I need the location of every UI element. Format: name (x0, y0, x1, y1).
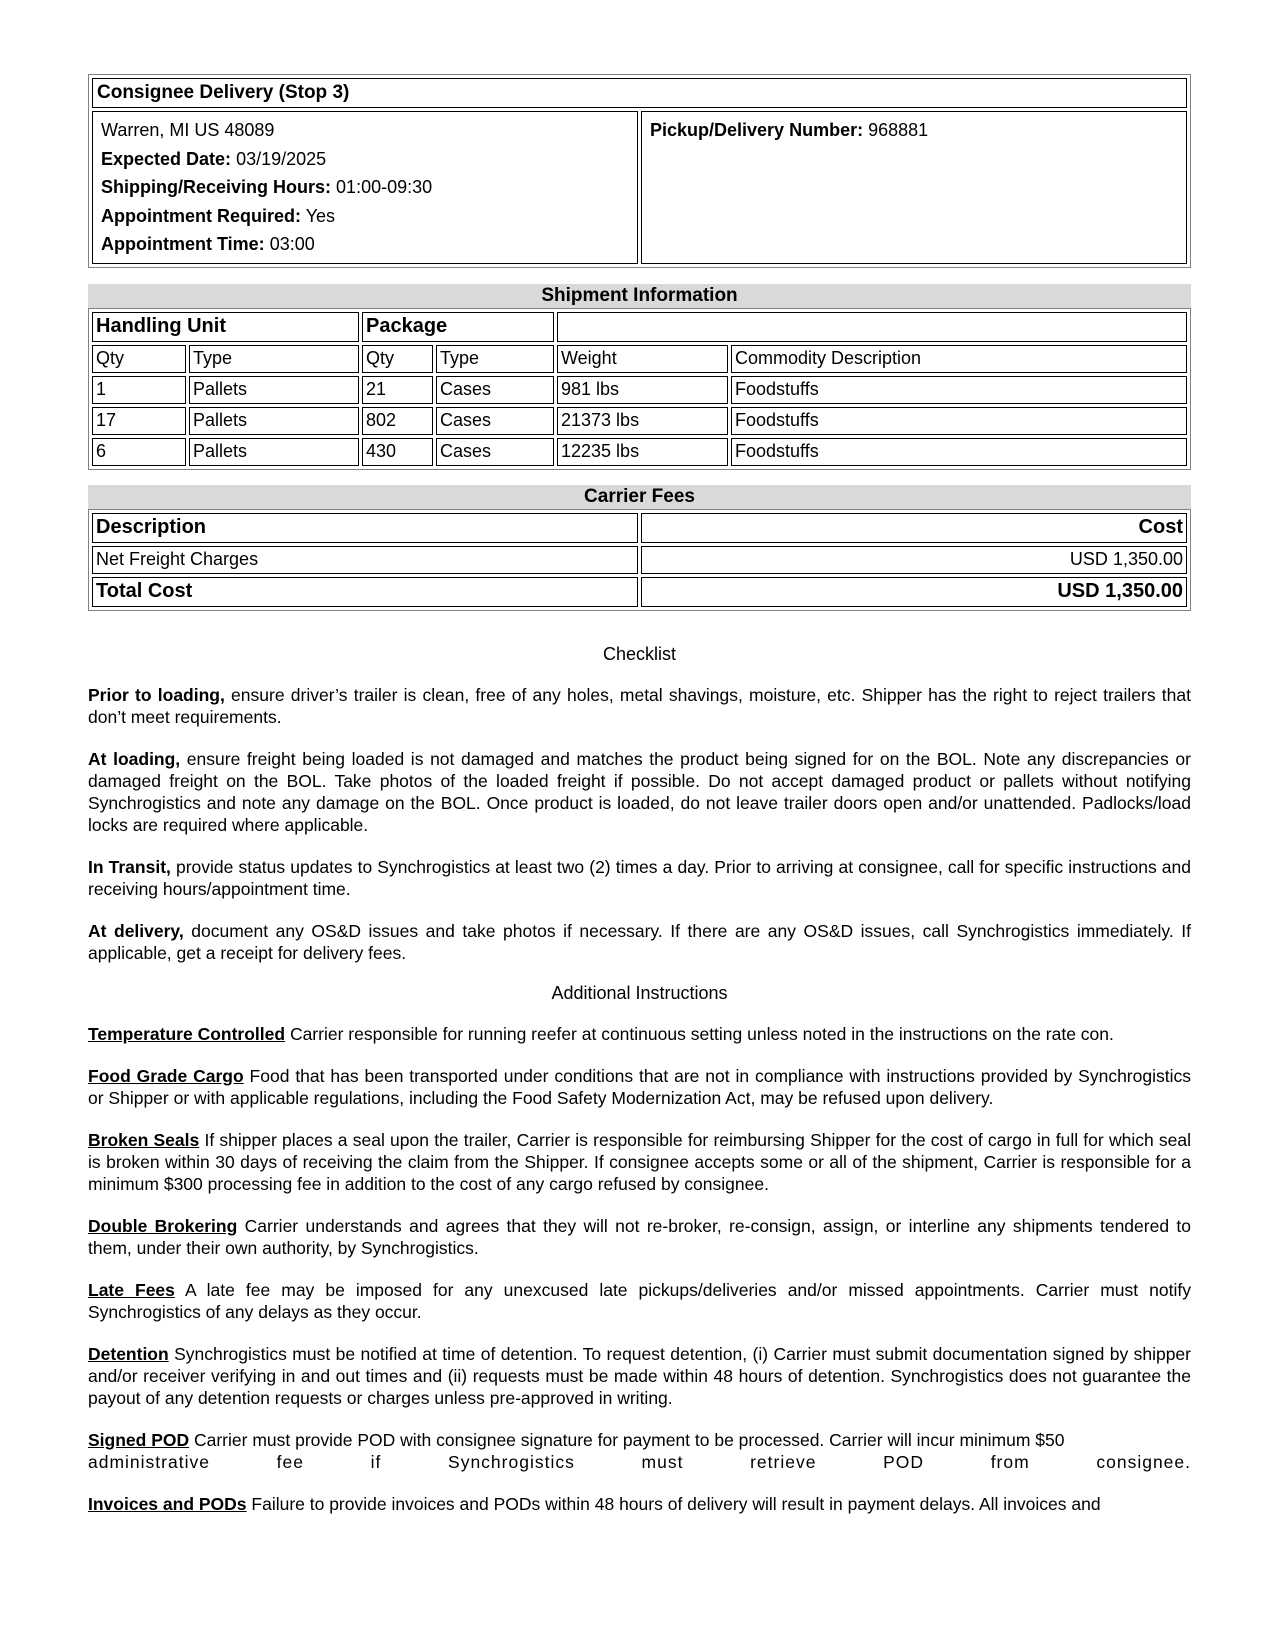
checklist-item: At loading, ensure freight being loaded is not damaged and matches the product being signed for on the BOL. Note any discrepancies or damaged freight on the BOL. Take photos of the loaded freight if possible. Do not accept damaged product or pallets without notifying Synchrogistics and note any damage on the BOL. Once product is loaded, do not leave trailer doors open and/or unattended. Padlocks/load locks are required where applicable. (88, 748, 1191, 835)
instruction-item-continued: administrative fee if Synchrogistics must retrieve POD from consignee. (88, 1451, 1191, 1472)
table-cell: 6 (92, 438, 186, 466)
instruction-item: Invoices and PODs Failure to provide invoices and PODs within 48 hours of delivery will result in payment delays. All invoices and (88, 1493, 1101, 1514)
shipment-title: Shipment Information (88, 284, 1191, 308)
fees-table (88, 509, 1191, 611)
column-header: Weight (557, 345, 728, 373)
instruction-item: Detention Synchrogistics must be notified at time of detention. To request detention, (i) Carrier must submit documentation signed by shipper and/or receiver verifying in and out times and (ii) requests must be made within 48 hours of detention. Synchrogistics does not guarantee the payout of any detention requests or charges unless pre-approved in writing. (88, 1343, 1191, 1408)
total-cost-value: USD 1,350.00 (641, 577, 1187, 607)
shipment-table (88, 308, 1191, 470)
table-cell: 17 (92, 407, 186, 435)
instruction-item: Late Fees A late fee may be imposed for any unexcused late pickups/deliveries and/or missed appointments. Carrier must notify Synchrogistics of any delays as they occur. (88, 1279, 1191, 1322)
table-cell: Pallets (189, 376, 359, 404)
pickup-number: Pickup/Delivery Number: 968881 (650, 120, 929, 140)
checklist-title: Checklist (602, 643, 677, 664)
package-header: Package (362, 312, 554, 342)
table-cell: Pallets (189, 407, 359, 435)
fee-description: Net Freight Charges (92, 546, 638, 574)
table-cell: 430 (362, 438, 433, 466)
table-cell: Foodstuffs (731, 376, 1187, 404)
column-header: Type (436, 345, 554, 373)
table-cell: Foodstuffs (731, 407, 1187, 435)
fee-cost: USD 1,350.00 (641, 546, 1187, 574)
checklist-item: Prior to loading, ensure driver’s trailer is clean, free of any holes, metal shavings, moisture, etc. Shipper has the right to reject trailers that don’t meet requirements. (88, 684, 1191, 727)
appointment-required: Appointment Required: Yes (101, 205, 336, 226)
stop-details (92, 111, 638, 264)
table-row (92, 376, 1187, 404)
checklist-item: In Transit, provide status updates to Synchrogistics at least two (2) times a day. Prior to arriving at consignee, call for specific instructions and receiving hours/appointment time. (88, 856, 1191, 899)
fees-title: Carrier Fees (88, 485, 1191, 509)
stop-title: Consignee Delivery (Stop 3) (92, 78, 1187, 108)
shipment-column-headers (92, 345, 1187, 373)
table-cell: Cases (436, 376, 554, 404)
column-header: Qty (92, 345, 186, 373)
additional-instructions-title: Additional Instructions (551, 982, 728, 1003)
table-cell: Foodstuffs (731, 438, 1187, 466)
total-cost-label: Total Cost (92, 577, 638, 607)
table-cell: 802 (362, 407, 433, 435)
column-header: Qty (362, 345, 433, 373)
instruction-item: Temperature Controlled Carrier responsible for running reefer at continuous setting unless noted in the instructions on the rate con. (88, 1023, 1114, 1044)
stop-address: Warren, MI US 48089 (101, 120, 275, 140)
table-row (92, 407, 1187, 435)
table-row (92, 546, 1187, 574)
table-cell: 12235 lbs (557, 438, 728, 466)
handling-unit-header: Handling Unit (92, 312, 359, 342)
shipment-blank-header (557, 312, 1187, 342)
column-header: Commodity Description (731, 345, 1187, 373)
checklist-item: At delivery, document any OS&D issues and take photos if necessary. If there are any OS&D issues, call Synchrogistics immediately. If applicable, get a receipt for delivery fees. (88, 920, 1192, 963)
table-cell: Cases (436, 407, 554, 435)
expected-date: Expected Date: 03/19/2025 (101, 148, 327, 169)
stop-table (88, 74, 1191, 268)
shipping-hours: Shipping/Receiving Hours: 01:00-09:30 (101, 177, 433, 197)
table-cell: 981 lbs (557, 376, 728, 404)
instruction-item: Double Brokering Carrier understands and agrees that they will not re-broker, re-consign, assign, or interline any shipments tendered to them, under their own authority, by Synchrogistics. (88, 1215, 1191, 1258)
table-cell: 1 (92, 376, 186, 404)
table-cell: 21 (362, 376, 433, 404)
instruction-item: Broken Seals If shipper places a seal upon the trailer, Carrier is responsible for reimbursing Shipper for the cost of cargo in full for which seal is broken within 30 days of receiving the claim from the Shipper. If consignee accepts some or all of the shipment, Carrier is responsible for a minimum $300 processing fee in addition to the cost of any cargo refused by consignee. (88, 1129, 1191, 1194)
table-cell: 21373 lbs (557, 407, 728, 435)
table-cell: Pallets (189, 438, 359, 466)
appointment-time: Appointment Time: 03:00 (101, 234, 315, 254)
pickup-number-cell (641, 111, 1187, 264)
table-cell: Cases (436, 438, 554, 466)
fees-cost-header: Cost (641, 513, 1187, 543)
instruction-item: Food Grade Cargo Food that has been transported under conditions that are not in compliance with instructions provided by Synchrogistics or Shipper or with applicable regulations, including the Food Safety Modernization Act, may be refused upon delivery. (88, 1065, 1191, 1108)
instruction-item: Signed POD Carrier must provide POD with consignee signature for payment to be processed. Carrier will incur minimum $50 (88, 1429, 1065, 1450)
column-header: Type (189, 345, 359, 373)
fees-description-header: Description (92, 513, 638, 543)
rate-confirmation-page (88, 74, 1191, 1515)
table-row (92, 438, 1187, 466)
